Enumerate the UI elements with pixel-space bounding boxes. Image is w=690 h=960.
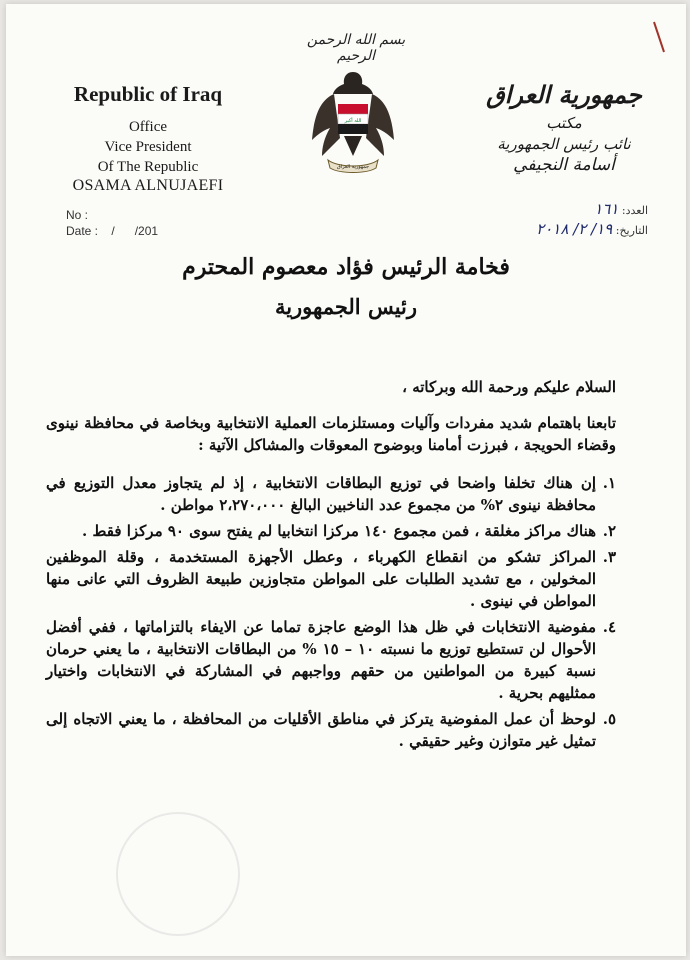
number-label-en: No : <box>66 208 89 222</box>
list-item <box>46 546 616 612</box>
basmala: بسم الله الرحمن الرحيم <box>306 32 406 64</box>
list-item-text: هناك مراكز مغلقة ، فمن مجموع ١٤٠ مركزا انتخابيا لم يفتح سوى ٩٠ مركزا فقط . <box>82 522 596 540</box>
country-name-ar: جمهورية العراق <box>486 80 642 109</box>
addressee-title: رئيس الجمهورية <box>274 294 418 319</box>
faint-watermark <box>116 812 240 936</box>
reference-block-en <box>66 207 158 239</box>
list-item-number: ٣. <box>602 548 616 566</box>
emblem-shield-text: الله أكبر <box>344 118 362 124</box>
list-item-number: ٤. <box>602 618 616 636</box>
handwritten-mark <box>650 18 670 58</box>
letter-page <box>6 4 686 956</box>
list-item-text: لوحظ أن عمل المفوضية يتركز في مناطق الأقليات من المحافظة ، ما يعني الاتجاه إلى تمثيل غير متوازن وغير حقيقي . <box>46 710 596 750</box>
points-list <box>46 472 616 752</box>
arabic-letterhead <box>484 80 644 175</box>
letter-body <box>46 376 616 756</box>
date-label-en: Date : / /201 <box>66 224 159 238</box>
emblem-ribbon-text: جمهورية العراق <box>336 164 370 170</box>
title-line1-en: Vice President <box>104 139 192 155</box>
office-label-ar: مكتب <box>546 114 582 132</box>
title-ar: نائب رئيس الجمهورية <box>497 135 631 153</box>
number-value-ar: ١٦١ <box>594 200 619 218</box>
list-item-number: ٢. <box>602 522 616 540</box>
reference-block-ar <box>448 200 648 240</box>
list-item <box>46 616 616 704</box>
title-line2-en: Of The Republic <box>97 159 199 175</box>
addressee-name: فخامة الرئيس فؤاد معصوم المحترم <box>182 254 510 280</box>
list-item <box>46 472 616 516</box>
list-item-number: ٥. <box>602 710 616 728</box>
list-item-text: إن هناك تخلفا واضحا في توزيع البطاقات الانتخابية ، إذ لم يتجاوز معدل التوزيع في محافظة نينوى ٢% من مجموع عدد الناخبين البالغ ٢،٢٧٠،٠٠٠ مواطن . <box>46 474 596 514</box>
english-letterhead <box>48 82 248 195</box>
list-item <box>46 708 616 752</box>
greeting: السلام عليكم ورحمة الله وبركاته ، <box>402 378 616 396</box>
office-label-en: Office <box>128 119 168 135</box>
list-item-text: المراكز تشكو من انقطاع الكهرباء ، وعطل الأجهزة المستخدمة ، وقلة الموظفين المخولين ، مع تشديد الطلبات على المواطن متجاوزين طبيعة الظروف التي عانى منها المواطن في نينوى . <box>46 548 596 610</box>
number-label-ar: العدد: <box>621 204 648 217</box>
addressee-block <box>6 254 686 319</box>
date-value-ar: ١٩/ ٢/ ٢٠١٨ <box>536 220 613 238</box>
iraq-eagle-emblem <box>308 64 398 184</box>
list-item <box>46 520 616 542</box>
date-label-ar: التاريخ: <box>615 224 648 237</box>
list-item-text: مفوضية الانتخابات في ظل هذا الوضع عاجزة تماما عن الايفاء بالتزاماتها ، ففي أفضل الأحوال لن تستطيع توزيع ما نسبته ١٠ – ١٥ % من البطاقات الانتخابية ، ما يعني حرمان نسبة كبيرة من المواطنين من حقهم وواجبهم في المشاركة في الانتخابات واختيار ممثليهم بحرية . <box>46 618 596 702</box>
official-name-ar: أسامة النجيفي <box>513 155 615 175</box>
official-name-en: OSAMA ALNUJAEFI <box>72 177 224 194</box>
country-name-en: Republic of Iraq <box>73 82 223 106</box>
list-item-number: ١. <box>602 474 616 492</box>
intro-paragraph: تابعنا باهتمام شديد مفردات وآليات ومستلزمات العملية الانتخابية وبخاصة في محافظة نينوى وقضاء الحويجة ، فبرزت أمامنا وبوضوح المعوقات والمشاكل الآتية : <box>46 414 616 454</box>
